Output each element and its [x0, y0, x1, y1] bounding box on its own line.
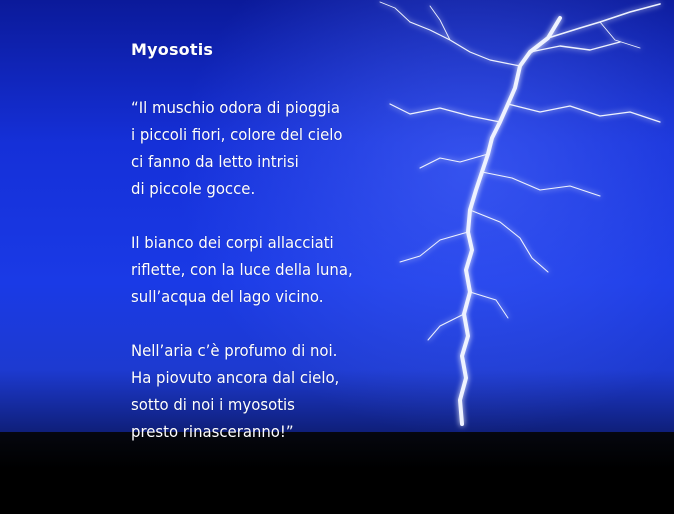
poem-line: i piccoli fiori, colore del cielo	[131, 125, 343, 144]
lightning-branch	[380, 2, 410, 22]
poem-title: Myosotis	[131, 40, 214, 59]
poem-line: presto rinasceranno!”	[131, 422, 294, 441]
poem-line: riflette, con la luce della luna,	[131, 260, 353, 279]
lightning-branch	[470, 292, 508, 318]
poem-line: Il bianco dei corpi allacciati	[131, 233, 334, 252]
poem-line: sull’acqua del lago vicino.	[131, 287, 324, 306]
poem-line: sotto di noi i myosotis	[131, 395, 295, 414]
poem-line: Ha piovuto ancora dal cielo,	[131, 368, 340, 387]
lightning-branch	[470, 210, 548, 272]
lightning-branch	[548, 4, 660, 38]
poem-line: di piccole gocce.	[131, 179, 256, 198]
lightning-branch	[428, 314, 464, 340]
lightning-main-bolt	[460, 18, 560, 424]
poem-stanza-1	[131, 94, 431, 202]
poem-block	[131, 40, 431, 472]
lightning-branch	[508, 104, 660, 122]
lightning-branch	[482, 172, 600, 196]
poem-stanza-2	[131, 229, 431, 310]
poem-line: ci fanno da letto intrisi	[131, 152, 299, 171]
poem-line: Nell’aria c’è profumo di noi.	[131, 341, 338, 360]
lightning-branch	[600, 22, 640, 48]
poem-stanza-3	[131, 337, 431, 445]
poem-line: “Il muschio odora di pioggia	[131, 98, 340, 117]
